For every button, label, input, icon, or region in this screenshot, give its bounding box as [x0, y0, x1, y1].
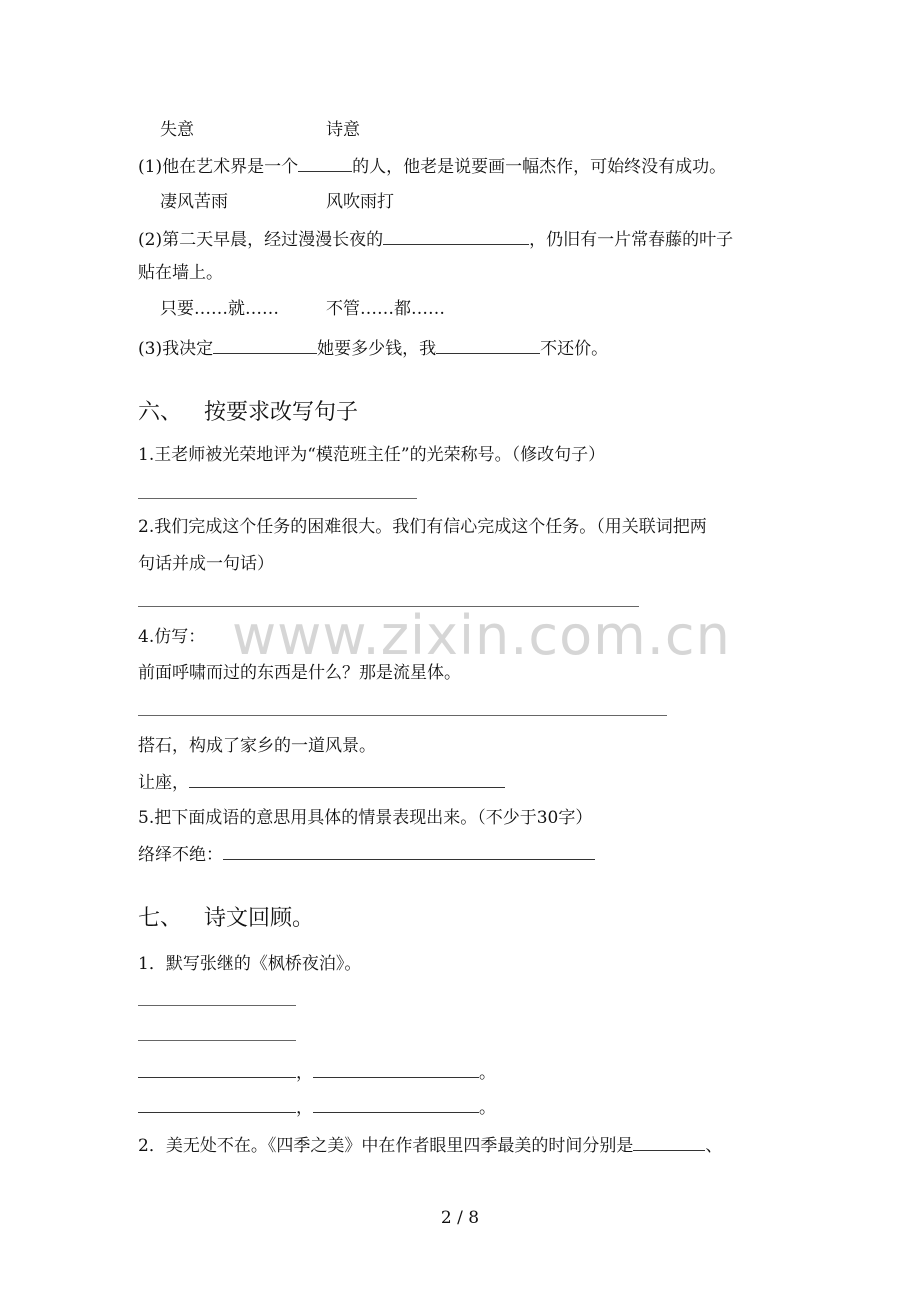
answer-line[interactable] — [138, 715, 667, 716]
option-word: 凄风苦雨 — [160, 192, 228, 212]
question-text: 1．默写张继的《枫桥夜泊》。 — [138, 954, 362, 974]
page-number: 2 / 8 — [440, 1208, 480, 1228]
option-word: 不管……都…… — [326, 299, 445, 319]
question-line — [138, 155, 726, 178]
answer-blank[interactable] — [313, 1061, 479, 1078]
question-line — [138, 843, 595, 866]
question-text: 2.我们完成这个任务的困难很大。我们有信心完成这个任务。（用关联词把两 — [138, 517, 707, 537]
punctuation: 。 — [479, 1063, 496, 1083]
poem-line — [138, 1096, 496, 1119]
question-text: 的人，他老是说要画一幅杰作，可始终没有成功。 — [352, 157, 727, 177]
question-text: 1.王老师被光荣地评为“模范班主任”的光荣称号。（修改句子） — [138, 445, 606, 465]
punctuation: ， — [296, 1098, 313, 1118]
question-line — [138, 1134, 722, 1157]
answer-blank[interactable] — [189, 771, 505, 788]
option-word: 诗意 — [326, 120, 360, 140]
question-line — [138, 337, 608, 360]
punctuation: ， — [296, 1063, 313, 1083]
question-text: 4.仿写： — [138, 627, 206, 647]
question-text: 不还价。 — [540, 339, 609, 359]
question-line — [138, 228, 733, 251]
section-heading — [138, 399, 358, 427]
section-heading — [138, 905, 314, 933]
question-text: 2．美无处不在。《四季之美》中在作者眼里四季最美的时间分别是 — [138, 1136, 634, 1156]
section-number: 六、 — [138, 400, 183, 425]
answer-blank[interactable] — [383, 228, 529, 245]
question-text: 她要多少钱，我 — [317, 339, 437, 359]
watermark: www.zixin.com.cn — [232, 604, 731, 667]
answer-blank[interactable] — [436, 337, 540, 354]
answer-line[interactable] — [138, 498, 417, 499]
question-text: (2)第二天早晨，经过漫漫长夜的 — [138, 230, 384, 250]
punctuation: 、 — [705, 1136, 723, 1156]
answer-blank[interactable] — [633, 1134, 705, 1151]
question-text: 贴在墙上。 — [138, 263, 223, 283]
punctuation: 。 — [479, 1098, 496, 1118]
section-title: 诗文回顾。 — [204, 906, 315, 931]
section-number: 七、 — [138, 906, 183, 931]
question-text: 让座， — [138, 773, 189, 793]
option-word: 风吹雨打 — [326, 192, 394, 212]
question-text: (3)我决定 — [138, 339, 214, 359]
poem-line — [138, 1061, 496, 1084]
poem-answer-line[interactable] — [138, 1005, 296, 1006]
option-word: 只要……就…… — [160, 299, 279, 319]
question-text: 5.把下面成语的意思用具体的情景表现出来。（不少于30字） — [138, 808, 593, 828]
question-text: 络绎不绝： — [138, 845, 223, 865]
answer-blank[interactable] — [298, 155, 352, 172]
example-sentence: 前面呼啸而过的东西是什么？那是流星体。 — [138, 663, 461, 683]
question-text: 句话并成一句话） — [138, 554, 274, 574]
answer-blank[interactable] — [313, 1096, 479, 1113]
option-word: 失意 — [160, 120, 194, 140]
answer-blank[interactable] — [138, 1061, 296, 1078]
answer-blank[interactable] — [213, 337, 317, 354]
question-text: (1)他在艺术界是一个 — [138, 157, 299, 177]
answer-blank[interactable] — [138, 1096, 296, 1113]
section-title: 按要求改写句子 — [204, 400, 359, 425]
poem-answer-line[interactable] — [138, 1040, 296, 1041]
answer-blank[interactable] — [223, 843, 595, 860]
example-sentence: 搭石，构成了家乡的一道风景。 — [138, 736, 376, 756]
question-text: ，仍旧有一片常春藤的叶子 — [529, 230, 734, 250]
question-line — [138, 771, 505, 794]
